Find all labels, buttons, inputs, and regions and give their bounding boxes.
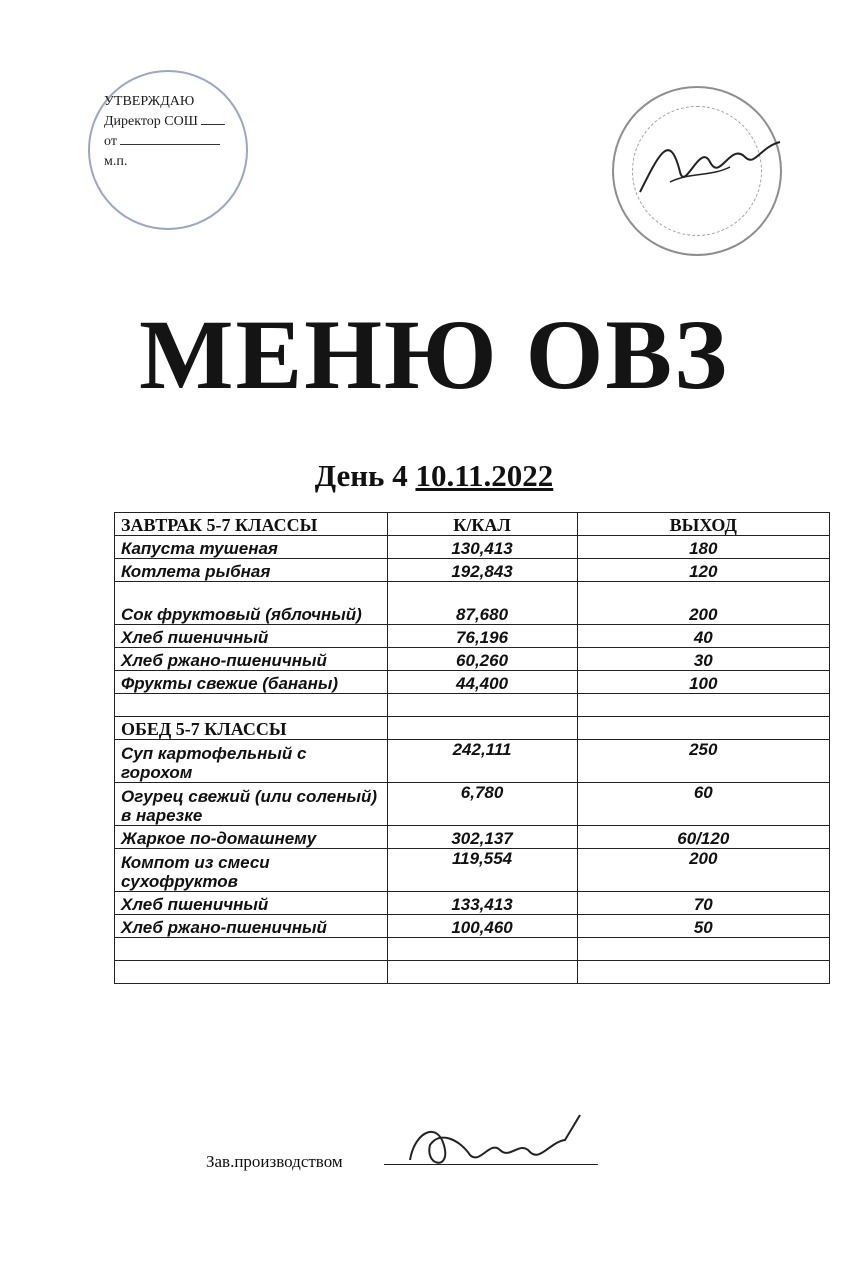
dish-kcal: 76,196: [387, 625, 577, 648]
page-title: МЕНЮ ОВЗ: [139, 299, 729, 410]
approval-signature-line: [201, 112, 225, 125]
dish-output: 200: [577, 582, 829, 625]
dish-name: Хлеб ржано-пшеничный: [115, 648, 388, 671]
dish-name: Жаркое по-домашнему: [115, 826, 388, 849]
dish-output: 200: [577, 849, 829, 892]
production-head-label: Зав.производством: [206, 1152, 343, 1171]
day-label: День 4: [314, 458, 408, 493]
production-signature: [400, 1110, 590, 1180]
dish-name: Огурец свежий (или соленый) в нарезке: [115, 783, 388, 826]
approval-title: УТВЕРЖДАЮ: [104, 94, 195, 109]
dish-name: Компот из смеси сухофруктов: [115, 849, 388, 892]
dish-kcal: 133,413: [387, 892, 577, 915]
dish-output: 40: [577, 625, 829, 648]
empty-row: [115, 694, 830, 717]
dish-name: Хлеб пшеничный: [115, 625, 388, 648]
table-row: [115, 582, 830, 625]
dish-output: 120: [577, 559, 829, 582]
approval-block: [104, 92, 225, 172]
director-signature: [630, 112, 790, 212]
table-row: [115, 740, 830, 783]
dish-kcal: 87,680: [387, 582, 577, 625]
breakfast-header: ЗАВТРАК 5-7 КЛАССЫ: [115, 513, 388, 536]
dish-kcal: 130,413: [387, 536, 577, 559]
dish-name: Суп картофельный с горохом: [115, 740, 388, 783]
table-row: [115, 826, 830, 849]
empty-row: [115, 938, 830, 961]
dish-kcal: 60,260: [387, 648, 577, 671]
table-row: [115, 671, 830, 694]
dish-output: 60/120: [577, 826, 829, 849]
dish-kcal: 119,554: [387, 849, 577, 892]
output-header: ВЫХОД: [577, 513, 829, 536]
dish-name: Капуста тушеная: [115, 536, 388, 559]
day-date: 10.11.2022: [415, 458, 554, 493]
table-header-row: [115, 513, 830, 536]
dish-kcal: 44,400: [387, 671, 577, 694]
dish-output: 70: [577, 892, 829, 915]
dish-output: 180: [577, 536, 829, 559]
approval-position: Директор СОШ: [104, 114, 198, 129]
kcal-header: К/КАЛ: [387, 513, 577, 536]
dish-output: 50: [577, 915, 829, 938]
table-row: [115, 892, 830, 915]
dish-name: Фрукты свежие (бананы): [115, 671, 388, 694]
menu-table: [114, 512, 830, 984]
dish-output: 250: [577, 740, 829, 783]
lunch-header-row: [115, 717, 830, 740]
lunch-header: ОБЕД 5-7 КЛАССЫ: [115, 717, 388, 740]
dish-kcal: 6,780: [387, 783, 577, 826]
dish-name: Котлета рыбная: [115, 559, 388, 582]
table-row: [115, 625, 830, 648]
table-row: [115, 849, 830, 892]
approval-date-prefix: от: [104, 134, 117, 149]
table-row: [115, 536, 830, 559]
dish-output: 60: [577, 783, 829, 826]
table-row: [115, 915, 830, 938]
day-heading: [0, 458, 868, 494]
dish-name: Сок фруктовый (яблочный): [115, 582, 388, 625]
empty-row: [115, 961, 830, 984]
dish-name: Хлеб пшеничный: [115, 892, 388, 915]
dish-kcal: 242,111: [387, 740, 577, 783]
approval-date-line: [120, 132, 220, 145]
dish-name: Хлеб ржано-пшеничный: [115, 915, 388, 938]
table-row: [115, 648, 830, 671]
dish-kcal: 302,137: [387, 826, 577, 849]
dish-kcal: 192,843: [387, 559, 577, 582]
dish-output: 100: [577, 671, 829, 694]
table-row: [115, 559, 830, 582]
approval-seal-place: м.п.: [104, 154, 128, 169]
dish-kcal: 100,460: [387, 915, 577, 938]
table-row: [115, 783, 830, 826]
dish-output: 30: [577, 648, 829, 671]
